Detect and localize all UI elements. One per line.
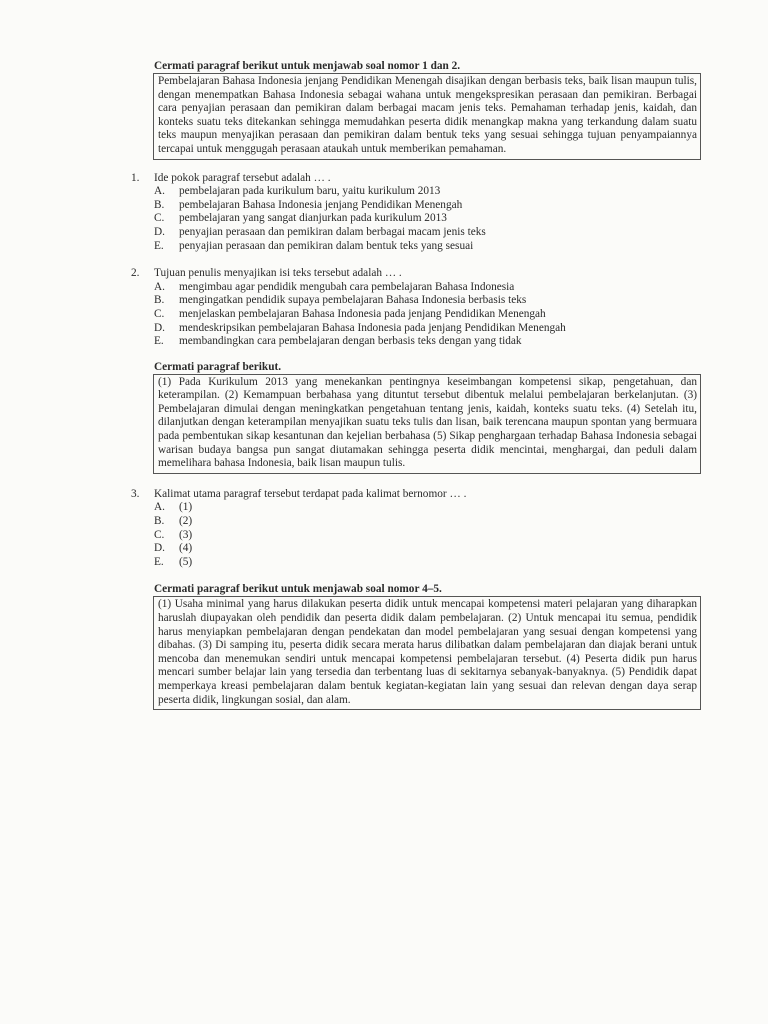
option-letter: E.: [154, 239, 164, 252]
option-text: (5): [179, 555, 193, 568]
question-number: 1.: [131, 171, 140, 184]
answer-option[interactable]: [154, 322, 701, 336]
question-item: [131, 267, 701, 349]
question-text: Tujuan penulis menyajikan isi teks tersebut adalah … .: [154, 267, 402, 280]
option-text: (3): [179, 528, 193, 541]
section-heading: Cermati paragraf berikut untuk menjawab soal nomor 1 dan 2.: [154, 60, 461, 72]
option-letter: A.: [154, 280, 165, 293]
answer-options: [154, 501, 701, 569]
question-text: Ide pokok paragraf tersebut adalah … .: [154, 171, 331, 184]
option-text: (2): [179, 515, 193, 528]
section-heading: Cermati paragraf berikut untuk menjawab soal nomor 4–5.: [154, 583, 442, 596]
reading-passage: (1) Usaha minimal yang harus dilakukan peserta didik untuk mencapai kompetensi materi pelajaran yang diharapkan haruslah diupayakan oleh pendidik dan peserta didik dalam pembelajaran. (2) Untuk mencapai itu semua, pendidik harus menyiapkan pembelajaran dengan pendekatan dan model pembelajaran yang sesuai dengan kompetensi yang dibahas. (3) Di samping itu, peserta didik secara merata harus dilibatkan dalam pembelajaran dan diajak berani untuk mencoba dan menemukan sendiri untuk mencapai kompetensi pembelajaran tersebut. (4) Peserta didik pun harus mencari sumber belajar lain yang tersedia dan terbentang luas di sekitarnya sebanyak-banyaknya. (5) Pendidik dapat memperkaya kreasi pembelajaran dalam bentuk kegiatan-kegiatan lain yang sesuai dan relevan dengan daya serap peserta didik, lingkungan sosial, dan alam.: [158, 598, 697, 706]
answer-option[interactable]: [154, 308, 701, 322]
reading-passage-box: [153, 596, 701, 710]
option-letter: C.: [154, 528, 165, 541]
option-text: (4): [179, 542, 193, 555]
option-letter: B.: [154, 515, 165, 528]
answer-option[interactable]: [154, 199, 701, 213]
option-text: menjelaskan pembelajaran Bahasa Indonesia pada jenjang Pendidikan Menengah: [179, 307, 546, 320]
answer-option[interactable]: [154, 226, 701, 240]
reading-passage-box: [153, 374, 701, 474]
option-text: mendeskripsikan pembelajaran Bahasa Indonesia pada jenjang Pendidikan Menengah: [179, 321, 566, 334]
option-text: pembelajaran yang sangat dianjurkan pada kurikulum 2013: [179, 212, 447, 225]
answer-option[interactable]: [154, 185, 701, 199]
section-heading: Cermati paragraf berikut.: [154, 360, 282, 373]
answer-option[interactable]: [154, 294, 701, 308]
question-number: 3.: [131, 487, 140, 500]
answer-option[interactable]: [154, 542, 701, 556]
option-text: penyajian perasaan dan pemikiran dalam bentuk teks yang sesuai: [179, 239, 474, 252]
option-letter: D.: [154, 225, 165, 238]
question-item: [131, 172, 701, 254]
question-text: Kalimat utama paragraf tersebut terdapat pada kalimat bernomor … .: [154, 487, 467, 500]
option-letter: E.: [154, 555, 164, 568]
answer-option[interactable]: [154, 335, 701, 349]
answer-options: [154, 185, 701, 253]
option-text: (1): [179, 501, 193, 514]
option-letter: A.: [154, 501, 165, 514]
option-text: pembelajaran pada kurikulum baru, yaitu kurikulum 2013: [179, 185, 441, 198]
option-letter: A.: [154, 185, 165, 198]
reading-passage: Pembelajaran Bahasa Indonesia jenjang Pendidikan Menengah disajikan dengan berbasis teks, baik lisan maupun tulis, dengan menempatkan Bahasa Indonesia sebagai wahana untuk mengekspresikan perasaan dan pemikiran. Berbagai cara penyajian perasaan dan pemikiran dalam berbagai macam jenis teks. Pemahaman terhadap jenis, kaidah, dan konteks suatu teks ditekankan sehingga memudahkan peserta didik menangkap makna yang terkandung dalam suatu teks maupun menyajikan perasaan dan pemikiran dalam bentuk teks yang sesuai sehingga tujuan penyampaiannya tercapai untuk menggugah perasaan ataukah untuk memberikan pemahaman.: [158, 75, 697, 155]
exam-page: [131, 60, 701, 710]
answer-option[interactable]: [154, 212, 701, 226]
option-letter: C.: [154, 212, 165, 225]
answer-option[interactable]: [154, 515, 701, 529]
option-text: pembelajaran Bahasa Indonesia jenjang Pendidikan Menengah: [179, 198, 463, 211]
option-text: mengingatkan pendidik supaya pembelajaran Bahasa Indonesia berbasis teks: [179, 294, 527, 307]
option-text: mengimbau agar pendidik mengubah cara pembelajaran Bahasa Indonesia: [179, 280, 515, 293]
option-letter: B.: [154, 294, 165, 307]
option-text: penyajian perasaan dan pemikiran dalam berbagai macam jenis teks: [179, 225, 486, 238]
option-letter: C.: [154, 307, 165, 320]
option-text: membandingkan cara pembelajaran dengan berbasis teks dengan yang tidak: [179, 335, 522, 348]
question-number: 2.: [131, 267, 140, 280]
option-letter: D.: [154, 321, 165, 334]
question-item: [131, 488, 701, 570]
option-letter: B.: [154, 198, 165, 211]
reading-passage: (1) Pada Kurikulum 2013 yang menekankan pentingnya keseimbangan kompetensi sikap, pengetahuan, dan keterampilan. (2) Kemampuan berbahasa yang dituntut tersebut dibentuk melalui pembelajaran berkelanjutan. (3) Pembelajaran dimulai dengan meningkatkan pengetahuan tentang jenis, kaidah, konteks suatu teks. (4) Setelah itu, dilanjutkan dengan keterampilan menyajikan suatu teks tulis dan lisan, baik terencana maupun spontan yang bermuara pada pembentukan sikap kesantunan dan kejelian berbahasa (5) Sikap penghargaan terhadap Bahasa Indonesia sebagai warisan budaya bangsa pun sangat diutamakan sehingga peserta didik mencintai, menghargai, dan peduli dalam memelihara bahasa Indonesia, baik lisan maupun tulis.: [158, 375, 697, 470]
answer-option[interactable]: [154, 240, 701, 254]
answer-option[interactable]: [154, 556, 701, 570]
reading-passage-box: [153, 73, 701, 160]
answer-option[interactable]: [154, 281, 701, 295]
option-letter: E.: [154, 335, 164, 348]
answer-options: [154, 281, 701, 349]
option-letter: D.: [154, 542, 165, 555]
answer-option[interactable]: [154, 501, 701, 515]
answer-option[interactable]: [154, 529, 701, 543]
